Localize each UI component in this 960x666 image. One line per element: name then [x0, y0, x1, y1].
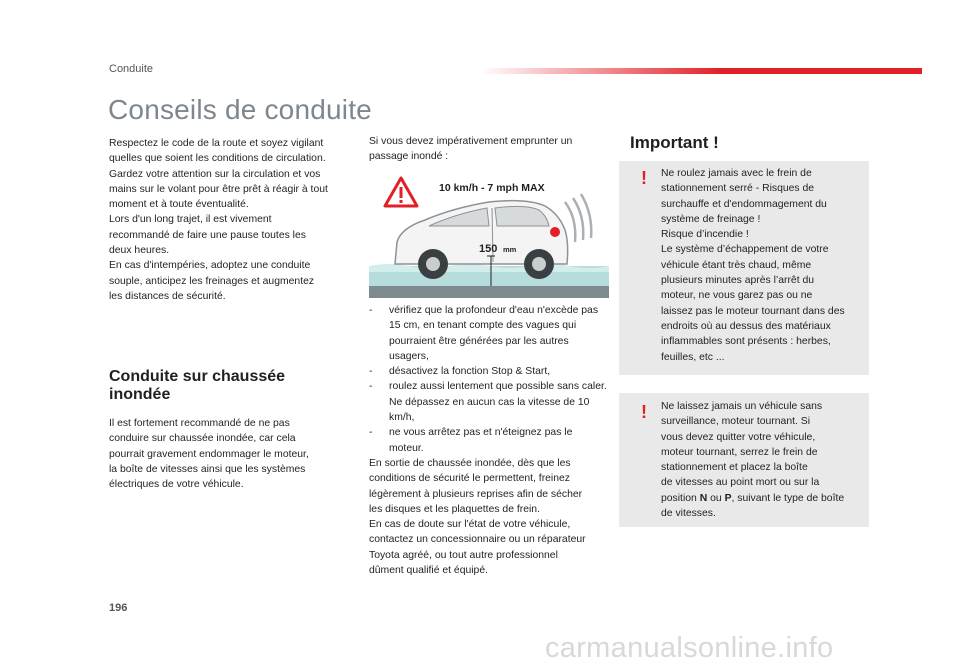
- text-line: laissez pas le moteur tournant dans des: [661, 305, 845, 317]
- page-title: Conseils de conduite: [108, 94, 372, 125]
- text-line: surchauffe et d'endommagement du: [661, 198, 827, 210]
- text-line: stationnement serré - Risques de: [661, 183, 815, 195]
- text-line: de vitesses au point mort ou sur la: [661, 477, 820, 489]
- text-line: de vitesses.: [661, 508, 716, 520]
- warning-text: [661, 166, 864, 365]
- text-fragment: ou: [707, 492, 725, 504]
- text-line: Ne roulez jamais avec le frein de: [661, 168, 812, 179]
- list-item: - roulez aussi lentement que possible sans caler. Ne dépassez en aucun cas la vitesse de 10 km/h,: [369, 379, 609, 425]
- section-label: Conduite: [109, 63, 154, 75]
- flooded-road-illustration: [369, 168, 609, 298]
- text-line: dûment qualifié et équipé.: [369, 565, 489, 577]
- text-line: vous devez quitter votre véhicule,: [661, 431, 816, 443]
- text-line: pourrait gravement endommager le moteur,: [109, 448, 309, 460]
- warning-text: [661, 399, 864, 521]
- text-fragment: , suivant le type de boîte: [731, 492, 845, 504]
- car-in-water-drawing: [369, 168, 609, 298]
- watermark-text: carmanualsonline.info: [545, 632, 834, 664]
- page-number: 196: [109, 602, 128, 614]
- depth-value: 150: [479, 243, 498, 255]
- exclamation-icon: !: [641, 168, 647, 188]
- warning-triangle-icon: [385, 178, 417, 206]
- text-line: contactez un concessionnaire ou un réparateur: [369, 534, 586, 546]
- text-fragment: position: [661, 492, 700, 504]
- text-line: légèrement à plusieurs reprises afin de sécher: [369, 488, 583, 500]
- text-line: plusieurs minutes après l’arrêt du: [661, 275, 815, 287]
- text-line: conduire sur chaussée inondée, car cela: [109, 433, 296, 445]
- text-line: passage inondé :: [369, 151, 449, 163]
- text-line: la boîte de vitesses ainsi que les systèmes: [109, 463, 306, 475]
- text-line: Le système d’échappement de votre: [661, 244, 829, 256]
- text-line: Gardez votre attention sur la circulation et vos: [109, 168, 321, 180]
- text-line: En cas de doute sur l'état de votre véhicule,: [369, 519, 571, 531]
- warning-box-parking-brake: [619, 161, 869, 375]
- text-line: stationnement et placez la boîte: [661, 462, 808, 474]
- text-line: endroits où au dessus des matériaux: [661, 320, 831, 332]
- text-line: électriques de votre véhicule.: [109, 479, 244, 491]
- text-line: feuilles, etc ...: [661, 351, 725, 363]
- text-line: Risque d’incendie !: [661, 229, 749, 241]
- flooded-road-heading: Conduite sur chaussée inondée: [109, 368, 286, 403]
- text-line: moment et à toute éventualité.: [109, 199, 249, 211]
- flooded-instructions: [369, 303, 609, 578]
- list-item: - désactivez la fonction Stop & Start,: [369, 364, 609, 379]
- motion-lines: [565, 194, 591, 242]
- text-line: Lors d'un long trajet, il est vivement: [109, 214, 272, 226]
- flooded-passage-intro: [369, 134, 609, 165]
- list-item: - ne vous arrêtez pas et n'éteignez pas le moteur.: [369, 425, 609, 456]
- text-line: Si vous devez impérativement emprunter un: [369, 136, 573, 147]
- road-surface: [369, 286, 609, 298]
- text-line: deux heures.: [109, 245, 170, 257]
- flooded-paragraph: [109, 416, 357, 492]
- text-line: surveillance, moteur tournant. Si: [661, 416, 811, 428]
- text-line: En cas d'intempéries, adoptez une conduite: [109, 260, 311, 272]
- text-line: [661, 491, 864, 506]
- speed-limit-label: 10 km/h - 7 mph MAX: [439, 182, 545, 194]
- depth-unit: mm: [503, 245, 517, 254]
- text-line: quelles que soient les conditions de circulation.: [109, 153, 326, 165]
- text-line: recommandé de faire une pause toutes les: [109, 229, 306, 241]
- intro-paragraph: [109, 136, 357, 304]
- text-line: souple, anticipez les freinages et augmentez: [109, 275, 315, 287]
- list-item: - vérifiez que la profondeur d'eau n'excède pas 15 cm, en tenant compte des vagues qui pourraient être générées par les autres usagers,: [369, 303, 609, 364]
- header-accent-line: [480, 68, 922, 74]
- exclamation-icon: !: [641, 402, 647, 422]
- text-line: mains sur le volant pour être prêt à réagir à tout: [109, 183, 328, 195]
- text-line: système de freinage !: [661, 213, 761, 225]
- text-line: moteur tournant, serrez le frein de: [661, 446, 818, 458]
- text-line: Toyota agréé, ou tout autre professionnel: [369, 549, 558, 561]
- text-line: Il est fortement recommandé de ne pas: [109, 418, 290, 429]
- text-line: conditions de sécurité le permettent, freinez: [369, 473, 570, 485]
- text-line: inflammables sont présents : herbes,: [661, 336, 831, 348]
- important-heading: Important !: [630, 133, 719, 152]
- text-line: En sortie de chaussée inondée, dès que les: [369, 457, 571, 469]
- text-line: véhicule étant très chaud, même: [661, 259, 812, 271]
- warning-box-unattended: [619, 393, 869, 527]
- text-line: les distances de sécurité.: [109, 290, 226, 302]
- text-line: les disques et les plaquettes de frein.: [369, 503, 540, 515]
- text-line: Respectez le code de la route et soyez vigilant: [109, 138, 324, 149]
- gear-position-n: N: [699, 492, 708, 504]
- gear-position-p: P: [724, 492, 732, 504]
- text-line: moteur, ne vous garez pas ou ne: [661, 290, 813, 302]
- flooded-bullet-list: [369, 303, 609, 456]
- text-line: Ne laissez jamais un véhicule sans: [661, 401, 823, 412]
